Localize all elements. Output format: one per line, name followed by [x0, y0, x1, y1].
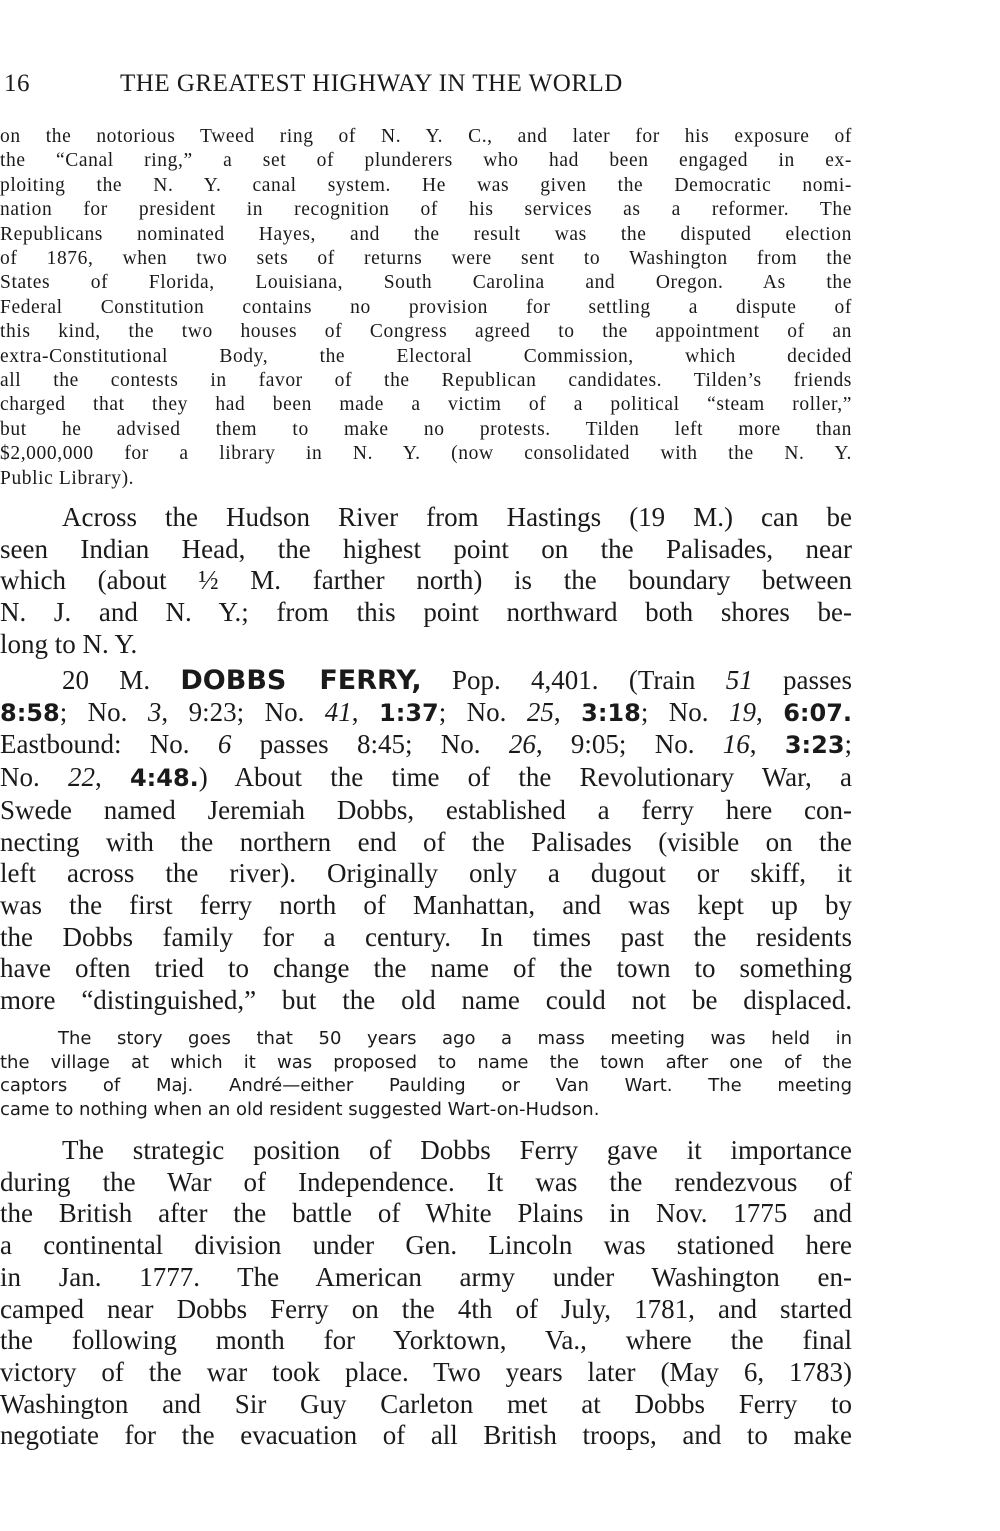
text-line: the British after the battle of White Plains in Nov. 1775 and: [0, 1198, 852, 1229]
text-line: necting with the northern end of the Palisades (visible on the: [0, 826, 852, 857]
text-line: extra-Constitutional Body, the Electoral Commission, which decided: [0, 345, 852, 367]
dobbs-line-2: [0, 697, 852, 730]
dobbs-line-4: [0, 762, 852, 795]
text-line: States of Florida, Louisiana, South Carolina and Oregon. As the: [0, 272, 852, 294]
text-line: this kind, the two houses of Congress agreed to the appointment of an: [0, 321, 852, 343]
train-number: 26: [508, 729, 536, 760]
text-line: captors of Maj. André—either Paulding or Van Wart. The meeting: [0, 1075, 852, 1096]
train-open: (Train: [628, 665, 696, 695]
passes-word: passes: [783, 665, 852, 695]
dobbs-line-1: [0, 665, 852, 697]
text: ; No.: [640, 696, 709, 727]
text: ,: [553, 696, 582, 727]
text-line: Republicans nominated Hayes, and the result was the disputed election: [0, 223, 852, 245]
text-line: left across the river). Originally only a dugout or skiff, it: [0, 858, 852, 889]
train-number: 22: [67, 762, 95, 793]
running-title: THE GREATEST HIGHWAY IN THE WORLD: [120, 70, 623, 97]
train-number: 19: [729, 696, 757, 727]
text-line: which (about ½ M. farther north) is the boundary between: [0, 565, 852, 596]
text-line: have often tried to change the name of the town to something: [0, 953, 852, 984]
text-line: camped near Dobbs Ferry on the 4th of July, 1781, and started: [0, 1293, 852, 1324]
text-line: Across the Hudson River from Hastings (19 M.) can be: [62, 502, 852, 532]
text-line: Washington and Sir Guy Carleton met at Dobbs Ferry to: [0, 1388, 852, 1419]
note-tilden: [0, 125, 852, 491]
train-number: 3: [147, 696, 162, 727]
train-number: 51: [725, 665, 753, 695]
text-line: N. J. and N. Y.; from this point northward both shores be-: [0, 597, 852, 628]
text-line: on the notorious Tweed ring of N. Y. C., and later for his exposure of: [0, 126, 852, 147]
text-line: nation for president in recognition of his services as a reformer. The: [0, 199, 852, 221]
text-line: of 1876, when two sets of returns were sent to Washington from the: [0, 248, 852, 270]
para-strategic: [0, 1135, 852, 1452]
text: ,: [94, 762, 130, 793]
text-line: the Dobbs family for a century. In times past the residents: [0, 921, 852, 952]
text: ,: [749, 729, 785, 760]
train-number: 16: [722, 729, 750, 760]
text: ,: [351, 696, 380, 727]
text-line: seen Indian Head, the highest point on the Palisades, near: [0, 533, 852, 564]
text: ,: [756, 696, 784, 727]
text-line: The strategic position of Dobbs Ferry gave it importance: [62, 1135, 852, 1165]
dobbs-line-3: [0, 729, 852, 762]
text-line: negotiate for the evacuation of all British troops, and to make: [0, 1420, 852, 1451]
train-number: 25: [526, 696, 554, 727]
page-number: 16: [4, 70, 30, 97]
para-dobbs-ferry: [0, 665, 852, 1017]
train-number: 6: [217, 729, 232, 760]
text-line: the following month for Yorktown, Va., where the final: [0, 1325, 852, 1356]
text: , 9:05; No.: [535, 729, 695, 760]
text-line: Federal Constitution contains no provision for settling a dispute of: [0, 296, 852, 318]
text: Eastbound: No.: [0, 729, 190, 760]
text-line: a continental division under Gen. Lincoln was stationed here: [0, 1230, 852, 1261]
para-hudson: [0, 502, 852, 661]
text: No.: [0, 762, 40, 793]
text-line: more “distinguished,” but the old name could not be displaced.: [0, 985, 852, 1016]
text: ; No.: [59, 696, 128, 727]
text: , 9:23; No.: [161, 696, 305, 727]
text-line: was the first ferry north of Manhattan, and was kept up by: [0, 889, 852, 920]
time: 8:58: [0, 698, 60, 727]
time: 1:37: [379, 698, 439, 727]
population: Pop. 4,401.: [451, 665, 599, 695]
text-line: during the War of Independence. It was the rendezvous of: [0, 1166, 852, 1197]
text-line: $2,000,000 for a library in N. Y. (now consolidated with the N. Y.: [0, 443, 852, 465]
text-line: the “Canal ring,” a set of plunderers who had been engaged in ex-: [0, 150, 852, 172]
text-line: long to N. Y.: [0, 628, 138, 659]
note-story: [0, 1027, 852, 1121]
text-line: charged that they had been made a victim of a political “steam roller,”: [0, 394, 852, 416]
train-number: 41: [324, 696, 352, 727]
text-line: ploiting the N. Y. canal system. He was given the Democratic nomi-: [0, 174, 852, 196]
town-name: DOBBS FERRY,: [180, 665, 422, 696]
time: 4:48.: [129, 764, 199, 793]
text: ) About the time of the Revolutionary War, a: [198, 762, 852, 793]
text-line: in Jan. 1777. The American army under Washington en-: [0, 1261, 852, 1292]
time: 3:18: [581, 698, 641, 727]
text-line: all the contests in favor of the Republican candidates. Tilden’s friends: [0, 370, 852, 392]
text-line: victory of the war took place. Two years later (May 6, 1783): [0, 1356, 852, 1387]
text: ;: [844, 729, 852, 760]
distance: 20 M.: [62, 665, 151, 695]
text-line: Public Library).: [0, 467, 135, 489]
text-line: Swede named Jeremiah Dobbs, established a ferry here con-: [0, 794, 852, 825]
text-line: The story goes that 50 years ago a mass meeting was held in: [58, 1028, 852, 1049]
text-line: but he advised them to make no protests. Tilden left more than: [0, 418, 852, 440]
text-line: came to nothing when an old resident suggested Wart-on-Hudson.: [0, 1098, 600, 1120]
time: 6:07.: [783, 698, 852, 727]
text: passes 8:45; No.: [259, 729, 481, 760]
text-line: the village at which it was proposed to name the town after one of the: [0, 1051, 852, 1073]
text: ; No.: [438, 696, 507, 727]
time: 3:23: [784, 731, 845, 760]
